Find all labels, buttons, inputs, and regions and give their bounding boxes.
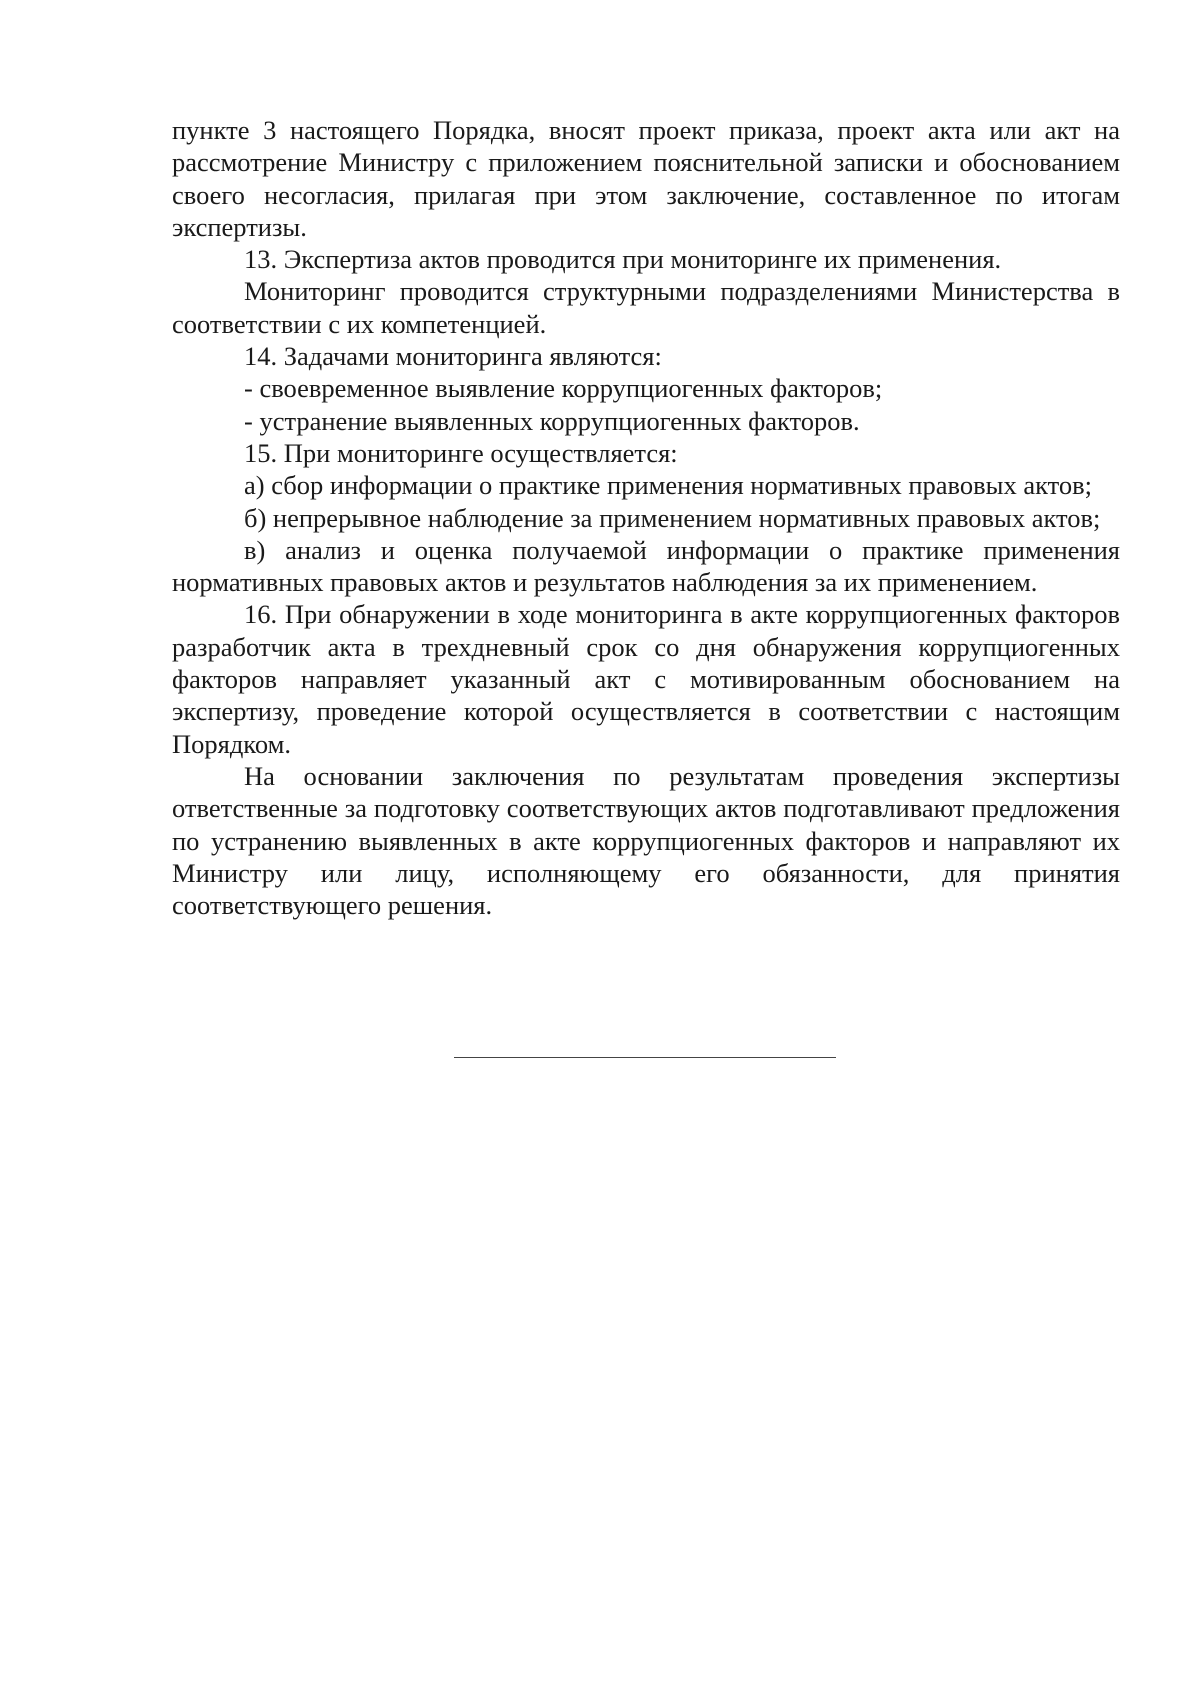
list-item-a: а) сбор информации о практике применения нормативных правовых актов;	[244, 470, 1092, 501]
end-separator-line	[454, 1057, 836, 1058]
paragraph-item-14: 14. Задачами мониторинга являются:	[244, 341, 662, 372]
list-item-b: б) непрерывное наблюдение за применением нормативных правовых актов;	[244, 502, 1101, 533]
paragraph-continuation-item-12: пункте 3 настоящего Порядка, вносят проект приказа, проект акта или акт на рассмотрение Министру с приложением пояснительной записки и обоснованием своего несогласия, прилагая при этом заключение, составленное по итогам экспертизы.	[172, 115, 1120, 242]
paragraph-item-13: 13. Экспертиза актов проводится при мониторинге их применения.	[244, 244, 1002, 275]
paragraph-item-16: 16. При обнаружении в ходе мониторинга в акте коррупциогенных факторов разработчик акта в трехдневный срок со дня обнаружения коррупциогенных факторов направляет указанный акт с мотивированным обоснованием на экспертизу, проведение которой осуществляется в соответствии с настоящим Порядком.	[172, 599, 1120, 759]
list-item-elimination: - устранение выявленных коррупциогенных факторов.	[244, 405, 860, 436]
document-body	[172, 114, 1120, 921]
paragraph-item-15: 15. При мониторинге осуществляется:	[244, 437, 678, 468]
list-item-timely-detection: - своевременное выявление коррупциогенных факторов;	[244, 373, 883, 404]
list-item-v: в) анализ и оценка получаемой информации о практике применения нормативных правовых актов и результатов наблюдения за их применением.	[172, 534, 1120, 598]
paragraph-monitoring-performers: Мониторинг проводится структурными подразделениями Министерства в соответствии с их компетенцией.	[172, 276, 1120, 339]
paragraph-conclusion-basis: На основании заключения по результатам проведения экспертизы ответственные за подготовку соответствующих актов подготавливают предложения по устранению выявленных в акте коррупциогенных факторов и направляют их Министру или лицу, исполняющему его обязанности, для принятия соответствующего решения.	[172, 760, 1120, 921]
